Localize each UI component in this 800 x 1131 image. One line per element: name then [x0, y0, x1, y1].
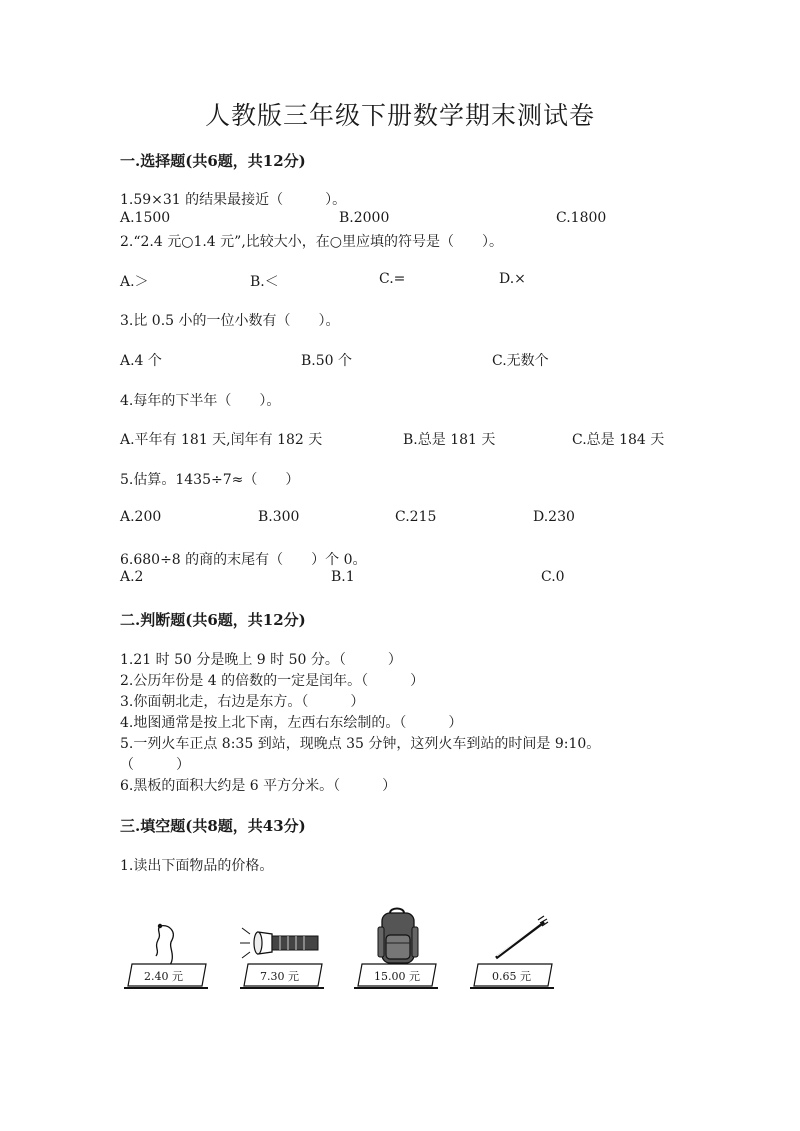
option-1-2-b: B.＜: [250, 274, 279, 290]
option-1-3-a: A.4 个: [120, 353, 162, 369]
judge-item-3: 3.你面朝北走，右边是东方。（ ）: [120, 694, 365, 710]
option-1-6-c: C.0: [541, 569, 565, 585]
option-1-2-d: D.×: [499, 271, 526, 287]
judge-item-6: 6.黑板的面积大约是 6 平方分米。（ ）: [120, 778, 397, 794]
fill-question-1: 1.读出下面物品的价格。: [120, 858, 274, 874]
option-1-3-b: B.50 个: [301, 353, 353, 369]
option-1-5-c: C.215: [395, 509, 437, 525]
price-item-backpack: [352, 905, 442, 992]
section-heading-fill: 三.填空题(共8题，共43分): [120, 817, 306, 835]
price-tag-toothbrush: 0.65 元: [492, 970, 531, 983]
option-1-1-b: B.2000: [339, 210, 390, 226]
section-heading-judge: 二.判断题(共6题，共12分): [120, 611, 306, 629]
option-1-5-d: D.230: [533, 509, 575, 525]
option-1-1-c: C.1800: [556, 210, 607, 226]
judge-item-5: 5.一列火车正点 8:35 到站，现晚点 35 分钟，这列火车到站的时间是 9:10。: [120, 736, 601, 752]
option-1-5-b: B.300: [258, 509, 300, 525]
option-1-5-a: A.200: [120, 509, 162, 525]
judge-item-2: 2.公历年份是 4 的倍数的一定是闰年。（ ）: [120, 673, 425, 689]
question-1-1: 1.59×31 的结果最接近（ ）。: [120, 192, 347, 208]
question-1-6: 6.680÷8 的商的末尾有（ ）个 0。: [120, 552, 367, 568]
price-tag-earphones: 2.40 元: [144, 970, 183, 983]
option-1-4-b: B.总是 181 天: [403, 432, 496, 448]
price-tag-flashlight: 7.30 元: [260, 970, 299, 983]
price-tag-backpack: 15.00 元: [374, 970, 420, 983]
option-1-2-c: C.=: [379, 271, 406, 287]
option-1-1-a: A.1500: [120, 210, 171, 226]
option-1-6-a: A.2: [120, 569, 144, 585]
judge-item-4: 4.地图通常是按上北下南，左西右东绘制的。（ ）: [120, 715, 463, 731]
option-1-2-a: A.＞: [120, 274, 149, 290]
price-item-earphones: [122, 920, 212, 992]
price-item-toothbrush: [468, 912, 558, 992]
section-heading-choice: 一.选择题(共6题，共12分): [120, 152, 306, 170]
question-1-2: 2.“2.4 元○1.4 元”,比较大小，在○里应填的符号是（ ）。: [120, 234, 503, 250]
judge-item-1: 1.21 时 50 分是晚上 9 时 50 分。（ ）: [120, 652, 402, 668]
judge-item-5-bracket: （ ）: [120, 757, 190, 773]
price-item-flashlight: [238, 920, 328, 992]
question-1-4: 4.每年的下半年（ ）。: [120, 393, 281, 409]
page-title: 人教版三年级下册数学期末测试卷: [204, 101, 595, 130]
question-1-5: 5.估算。1435÷7≈（ ）: [120, 472, 300, 488]
option-1-6-b: B.1: [331, 569, 355, 585]
option-1-4-c: C.总是 184 天: [572, 432, 665, 448]
question-1-3: 3.比 0.5 小的一位小数有（ ）。: [120, 313, 340, 329]
option-1-4-a: A.平年有 181 天,闰年有 182 天: [120, 432, 323, 448]
option-1-3-c: C.无数个: [492, 353, 549, 369]
